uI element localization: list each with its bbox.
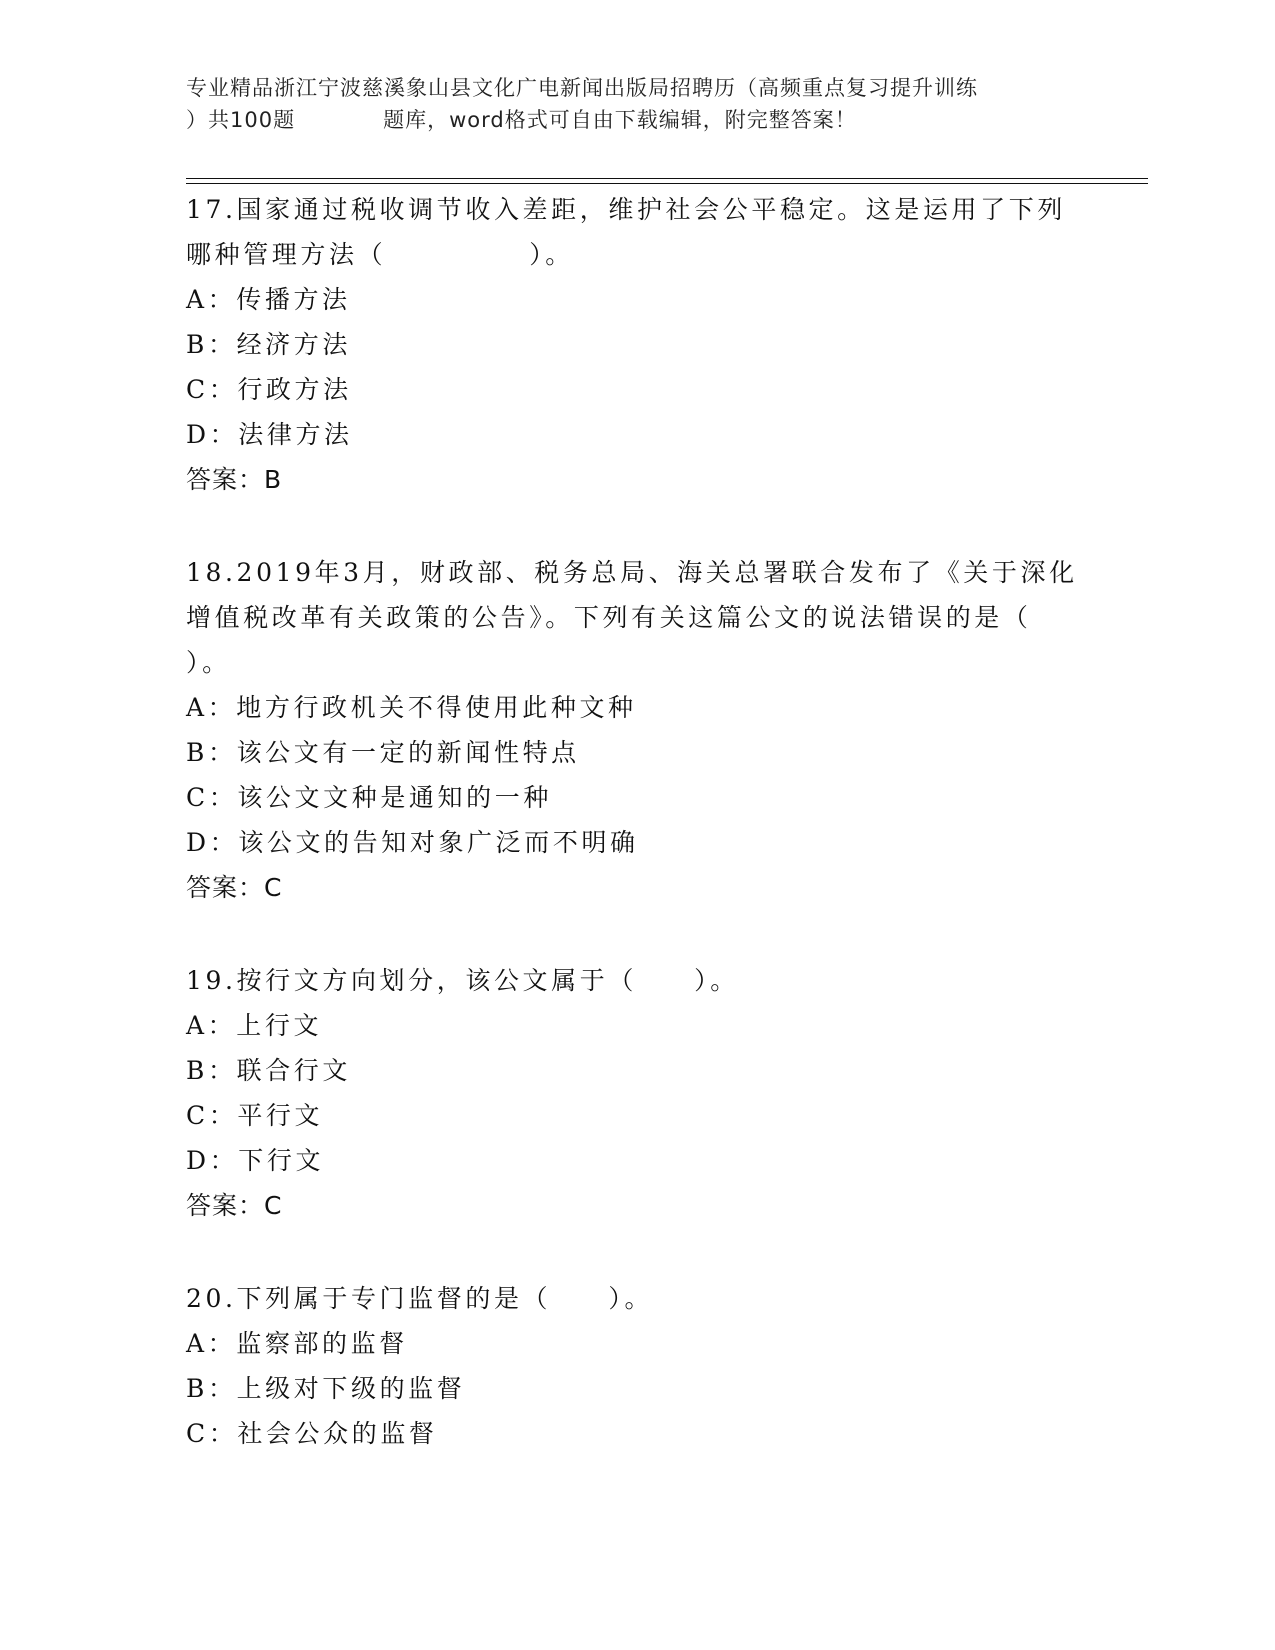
option-c: C：该公文文种是通知的一种 <box>186 783 552 812</box>
option-d: D：法律方法 <box>186 420 353 449</box>
option-c: C：行政方法 <box>186 375 352 404</box>
option-a: A：传播方法 <box>186 285 351 314</box>
option-d: D：下行文 <box>186 1146 325 1175</box>
option-a: A：地方行政机关不得使用此种文种 <box>186 693 637 722</box>
answer: 答案：C <box>186 873 283 902</box>
question-20 <box>186 1276 1086 1456</box>
question-stem-line: 18.2019年3月，财政部、税务总局、海关总署联合发布了《关于深化 <box>186 558 1078 587</box>
header-line-1: 专业精品浙江宁波慈溪象山县文化广电新闻出版局招聘历（高频重点复习提升训练 <box>186 76 978 100</box>
option-c: C：平行文 <box>186 1101 324 1130</box>
question-17 <box>186 187 1086 502</box>
question-stem-line: 20.下列属于专门监督的是（ ）。 <box>186 1284 654 1313</box>
question-18 <box>186 550 1086 910</box>
question-stem-line: ）。 <box>186 648 231 677</box>
question-stem-line: 哪种管理方法（ ）。 <box>186 240 574 269</box>
header-divider-top <box>186 178 1148 179</box>
option-c: C：社会公众的监督 <box>186 1419 438 1448</box>
option-b: B：该公文有一定的新闻性特点 <box>186 738 580 767</box>
option-b: B：联合行文 <box>186 1056 351 1085</box>
question-19 <box>186 958 1086 1228</box>
question-stem-line: 增值税改革有关政策的公告》。下列有关这篇公文的说法错误的是（ <box>186 603 1032 632</box>
option-b: B：上级对下级的监督 <box>186 1374 466 1403</box>
option-d: D：该公文的告知对象广泛而不明确 <box>186 828 639 857</box>
page-header <box>186 72 1106 136</box>
option-a: A：上行文 <box>186 1011 323 1040</box>
answer: 答案：C <box>186 1191 283 1220</box>
option-a: A：监察部的监督 <box>186 1329 408 1358</box>
header-line-2: ）共100题 题库，word格式可自由下载编辑，附完整答案！ <box>186 108 857 132</box>
header-divider-bottom <box>186 183 1148 184</box>
question-stem-line: 19.按行文方向划分，该公文属于（ ）。 <box>186 966 739 995</box>
option-b: B：经济方法 <box>186 330 351 359</box>
answer: 答案：B <box>186 465 283 494</box>
question-stem-line: 17.国家通过税收调节收入差距，维护社会公平稳定。这是运用了下列 <box>186 195 1066 224</box>
